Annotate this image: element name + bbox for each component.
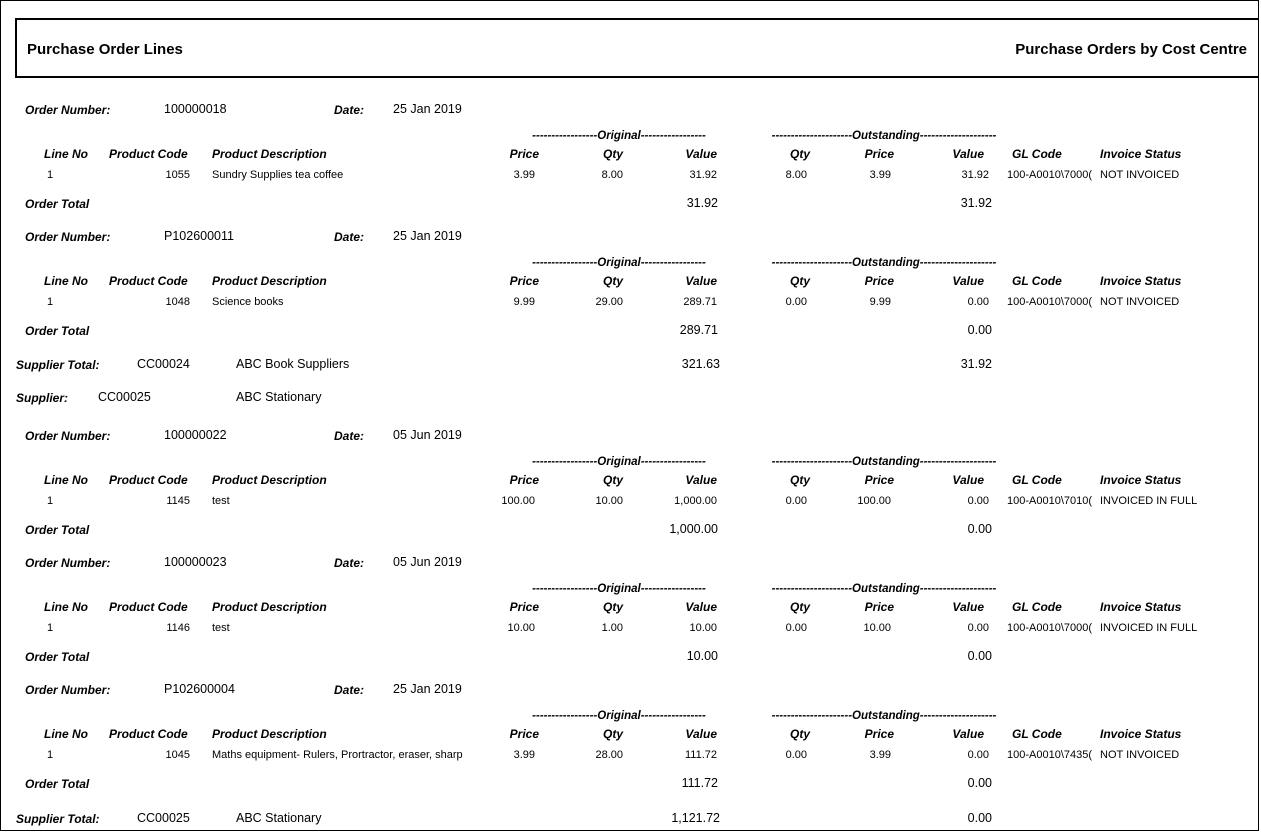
line-no: 1 — [47, 622, 54, 634]
product-code: 1146 — [166, 622, 190, 634]
col-price: Price — [509, 147, 539, 161]
col-out-qty: Qty — [789, 727, 810, 741]
supplier-total-label: Supplier Total: — [16, 358, 100, 372]
order-total-outstanding: 0.00 — [967, 649, 992, 663]
outstanding-qty: 0.00 — [785, 622, 807, 634]
order-total-outstanding: 0.00 — [967, 323, 992, 337]
original-group-label: -----------------Original----------------- — [532, 710, 706, 722]
gl-code: 100-A0010\7000( — [1007, 296, 1093, 308]
col-out-price: Price — [864, 473, 894, 487]
col-line-no: Line No — [44, 600, 88, 614]
col-product-code: Product Code — [109, 147, 188, 161]
order-date: 05 Jun 2019 — [393, 428, 462, 442]
col-product-code: Product Code — [109, 600, 188, 614]
order-total-label: Order Total — [25, 650, 90, 664]
col-qty: Qty — [602, 147, 623, 161]
order-date-label: Date: — [334, 683, 365, 697]
col-out-value: Value — [952, 473, 984, 487]
supplier-total-code: CC00025 — [137, 811, 190, 825]
col-out-price: Price — [864, 147, 894, 161]
order-number-label: Order Number: — [25, 683, 111, 697]
gl-code: 100-A0010\7000( — [1007, 622, 1093, 634]
order-date-label: Date: — [334, 556, 365, 570]
col-line-no: Line No — [44, 473, 88, 487]
price: 3.99 — [513, 749, 535, 761]
order-total-outstanding: 31.92 — [960, 196, 992, 210]
outstanding-group-label: ---------------------Outstanding-------------------- — [771, 130, 997, 142]
col-line-no: Line No — [44, 147, 88, 161]
order-number-label: Order Number: — [25, 429, 111, 443]
order-number: 100000018 — [164, 102, 227, 116]
outstanding-qty: 0.00 — [785, 495, 807, 507]
order-date: 25 Jan 2019 — [393, 102, 462, 116]
order-number: 100000023 — [164, 555, 227, 569]
order-total-label: Order Total — [25, 523, 90, 537]
order-total-value: 31.92 — [686, 196, 718, 210]
col-product-code: Product Code — [109, 274, 188, 288]
col-invoice-status: Invoice Status — [1100, 727, 1182, 741]
supplier-total-value: 1,121.72 — [671, 811, 720, 825]
original-group-label: -----------------Original----------------- — [532, 456, 706, 468]
invoice-status: INVOICED IN FULL — [1100, 495, 1198, 507]
supplier-label: Supplier: — [16, 391, 69, 405]
col-out-value: Value — [952, 147, 984, 161]
supplier-total-label: Supplier Total: — [16, 812, 100, 826]
col-line-no: Line No — [44, 274, 88, 288]
value: 1,000.00 — [674, 495, 717, 507]
line-no: 1 — [47, 296, 54, 308]
col-out-value: Value — [952, 274, 984, 288]
outstanding-value: 0.00 — [967, 749, 989, 761]
col-price: Price — [509, 727, 539, 741]
col-out-price: Price — [864, 727, 894, 741]
product-code: 1048 — [165, 296, 190, 308]
col-product-description: Product Description — [212, 600, 327, 614]
order-number-label: Order Number: — [25, 230, 111, 244]
order-total-label: Order Total — [25, 197, 90, 211]
col-qty: Qty — [602, 274, 623, 288]
outstanding-price: 3.99 — [869, 749, 891, 761]
col-out-qty: Qty — [789, 274, 810, 288]
product-description: test — [212, 622, 230, 634]
original-group-label: -----------------Original----------------- — [532, 130, 706, 142]
outstanding-value: 31.92 — [961, 169, 989, 181]
line-no: 1 — [47, 749, 54, 761]
qty: 29.00 — [595, 296, 623, 308]
product-description: Science books — [212, 296, 284, 308]
outstanding-qty: 8.00 — [785, 169, 807, 181]
supplier-total-code: CC00024 — [137, 357, 190, 371]
col-gl-code: GL Code — [1012, 147, 1062, 161]
order-total-outstanding: 0.00 — [967, 776, 992, 790]
value: 111.72 — [684, 749, 717, 761]
col-invoice-status: Invoice Status — [1100, 600, 1182, 614]
col-value: Value — [685, 473, 717, 487]
col-product-description: Product Description — [212, 727, 327, 741]
price: 3.99 — [513, 169, 535, 181]
order-date-label: Date: — [334, 429, 365, 443]
outstanding-value: 0.00 — [967, 296, 989, 308]
price: 100.00 — [501, 495, 535, 507]
order-total-value: 289.71 — [679, 323, 718, 337]
product-code: 1055 — [165, 169, 190, 181]
order-date-label: Date: — [334, 103, 365, 117]
col-gl-code: GL Code — [1012, 727, 1062, 741]
col-price: Price — [509, 274, 539, 288]
order-total-value: 111.72 — [681, 776, 718, 790]
supplier-code: CC00025 — [98, 390, 151, 404]
col-value: Value — [685, 600, 717, 614]
col-value: Value — [685, 274, 717, 288]
supplier-total-name: ABC Book Suppliers — [236, 357, 350, 371]
qty: 1.00 — [601, 622, 623, 634]
outstanding-qty: 0.00 — [785, 749, 807, 761]
gl-code: 100-A0010\7000( — [1007, 169, 1093, 181]
value: 31.92 — [689, 169, 717, 181]
line-no: 1 — [47, 169, 54, 181]
order-total-label: Order Total — [25, 777, 90, 791]
col-out-qty: Qty — [789, 600, 810, 614]
outstanding-group-label: ---------------------Outstanding-------------------- — [771, 456, 997, 468]
gl-code: 100-A0010\7435( — [1007, 749, 1093, 761]
col-price: Price — [509, 473, 539, 487]
col-product-code: Product Code — [109, 473, 188, 487]
line-no: 1 — [47, 495, 54, 507]
outstanding-price: 10.00 — [863, 622, 891, 634]
value: 10.00 — [689, 622, 717, 634]
col-gl-code: GL Code — [1012, 274, 1062, 288]
order-number: P102600011 — [164, 229, 234, 243]
supplier-name: ABC Stationary — [236, 390, 322, 404]
order-total-label: Order Total — [25, 324, 90, 338]
order-date: 05 Jun 2019 — [393, 555, 462, 569]
col-gl-code: GL Code — [1012, 473, 1062, 487]
product-description: Maths equipment- Rulers, Prortractor, eraser, sharp — [212, 749, 463, 761]
outstanding-group-label: ---------------------Outstanding-------------------- — [771, 583, 997, 595]
supplier-total-value: 321.63 — [681, 357, 720, 371]
order-total-value: 10.00 — [686, 649, 718, 663]
col-qty: Qty — [602, 473, 623, 487]
col-product-description: Product Description — [212, 473, 327, 487]
col-value: Value — [685, 727, 717, 741]
product-code: 1145 — [166, 495, 190, 507]
order-date-label: Date: — [334, 230, 365, 244]
supplier-total-outstanding: 0.00 — [967, 811, 992, 825]
col-product-code: Product Code — [109, 727, 188, 741]
outstanding-group-label: ---------------------Outstanding-------------------- — [771, 257, 997, 269]
value: 289.71 — [683, 296, 717, 308]
invoice-status: INVOICED IN FULL — [1100, 622, 1198, 634]
outstanding-value: 0.00 — [967, 495, 989, 507]
invoice-status: NOT INVOICED — [1100, 749, 1180, 761]
outstanding-price: 3.99 — [869, 169, 891, 181]
qty: 28.00 — [595, 749, 623, 761]
qty: 10.00 — [595, 495, 623, 507]
col-qty: Qty — [602, 727, 623, 741]
supplier-total-name: ABC Stationary — [236, 811, 322, 825]
col-gl-code: GL Code — [1012, 600, 1062, 614]
invoice-status: NOT INVOICED — [1100, 169, 1180, 181]
report-subtitle: Purchase Orders by Cost Centre — [1015, 41, 1247, 58]
order-number: 100000022 — [164, 428, 227, 442]
product-description: test — [212, 495, 230, 507]
report-header — [15, 18, 1259, 78]
original-group-label: -----------------Original----------------- — [532, 583, 706, 595]
price: 10.00 — [507, 622, 535, 634]
col-out-qty: Qty — [789, 147, 810, 161]
product-description: Sundry Supplies tea coffee — [212, 169, 344, 181]
original-group-label: -----------------Original----------------- — [532, 257, 706, 269]
supplier-total-outstanding: 31.92 — [960, 357, 992, 371]
col-product-description: Product Description — [212, 274, 327, 288]
col-price: Price — [509, 600, 539, 614]
col-product-description: Product Description — [212, 147, 327, 161]
col-out-value: Value — [952, 727, 984, 741]
outstanding-qty: 0.00 — [785, 296, 807, 308]
order-date: 25 Jan 2019 — [393, 229, 462, 243]
order-total-value: 1,000.00 — [669, 522, 718, 536]
order-total-outstanding: 0.00 — [967, 522, 992, 536]
outstanding-price: 9.99 — [869, 296, 891, 308]
col-out-price: Price — [864, 600, 894, 614]
col-out-value: Value — [952, 600, 984, 614]
gl-code: 100-A0010\7010( — [1007, 495, 1093, 507]
col-out-qty: Qty — [789, 473, 810, 487]
order-date: 25 Jan 2019 — [393, 682, 462, 696]
outstanding-group-label: ---------------------Outstanding-------------------- — [771, 710, 997, 722]
invoice-status: NOT INVOICED — [1100, 296, 1180, 308]
col-out-price: Price — [864, 274, 894, 288]
col-invoice-status: Invoice Status — [1100, 147, 1182, 161]
col-line-no: Line No — [44, 727, 88, 741]
col-value: Value — [685, 147, 717, 161]
qty: 8.00 — [601, 169, 623, 181]
outstanding-value: 0.00 — [967, 622, 989, 634]
order-number-label: Order Number: — [25, 556, 111, 570]
product-code: 1045 — [165, 749, 190, 761]
order-number-label: Order Number: — [25, 103, 111, 117]
price: 9.99 — [513, 296, 535, 308]
order-number: P102600004 — [164, 682, 235, 696]
report-title: Purchase Order Lines — [27, 41, 183, 58]
col-qty: Qty — [602, 600, 623, 614]
col-invoice-status: Invoice Status — [1100, 473, 1182, 487]
outstanding-price: 100.00 — [857, 495, 891, 507]
col-invoice-status: Invoice Status — [1100, 274, 1182, 288]
